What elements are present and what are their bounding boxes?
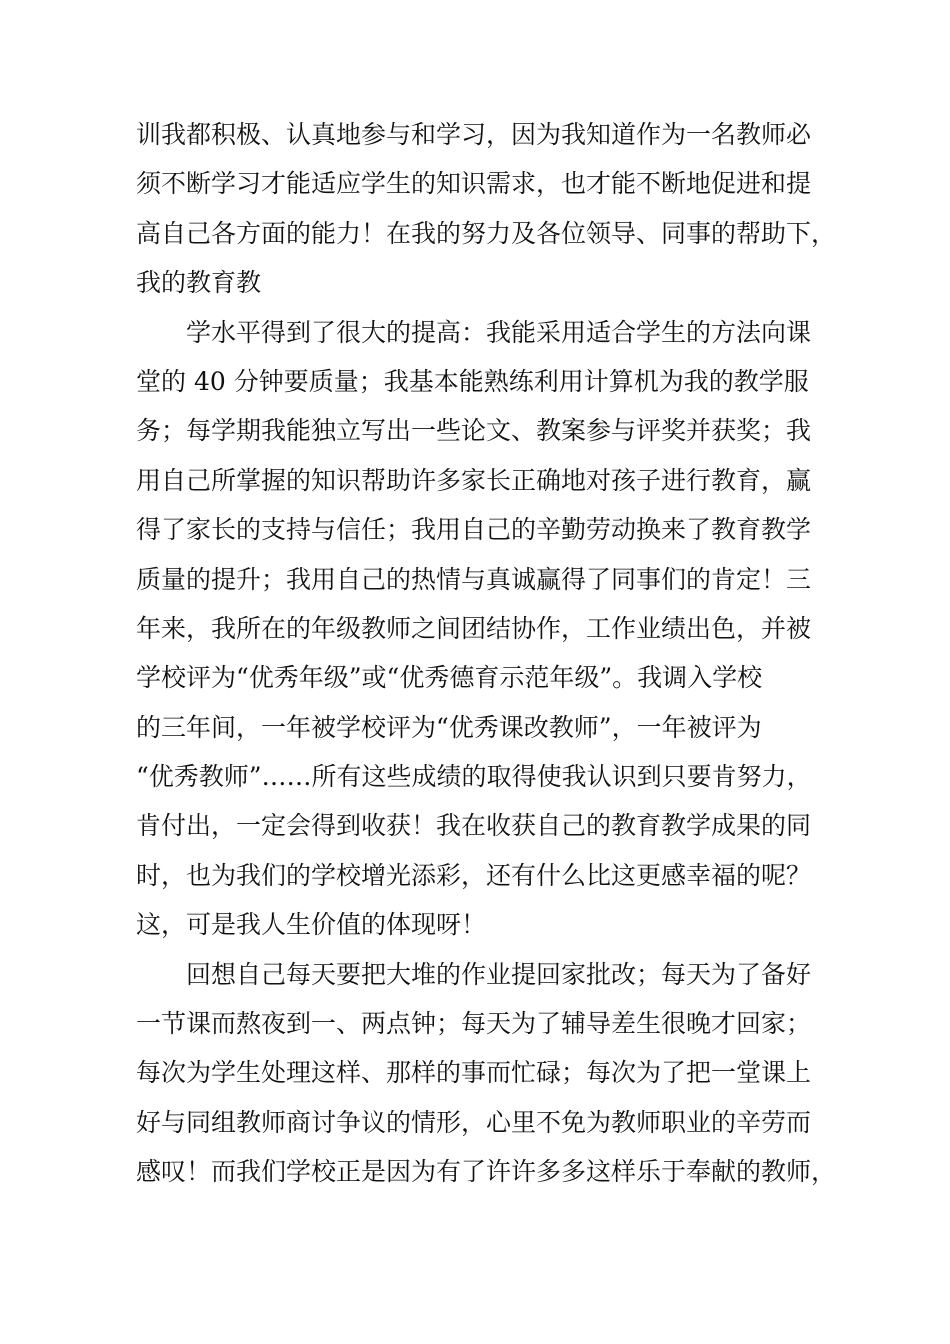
text-line: 学水平得到了很大的提高：我能采用适合学生的方法向课 xyxy=(186,317,812,347)
paragraph-3 xyxy=(136,950,836,1197)
text-line: 须不断学习才能适应学生的知识需求，也才能不断地促进和提 xyxy=(136,169,812,199)
paragraph-2 xyxy=(136,308,836,950)
text-line: 的三年间，一年被学校评为“优秀课改教师”，一年被评为 xyxy=(136,712,762,742)
text-line: 训我都积极、认真地参与和学习，因为我知道作为一名教师必 xyxy=(136,120,812,149)
text-line: 一节课而熬夜到一、两点钟；每天为了辅导差生很晚才回家； xyxy=(136,1009,812,1039)
text-line: 时，也为我们的学校增光添彩，还有什么比这更感幸福的呢？ xyxy=(136,860,812,890)
text-line: 务；每学期我能独立写出一些论文、教案参与评奖并获奖；我 xyxy=(136,416,812,446)
text-line: 高自己各方面的能力！在我的努力及各位领导、同事的帮助下， xyxy=(136,218,837,248)
paragraph-1 xyxy=(136,110,836,308)
body-text xyxy=(136,110,836,1197)
text-line: 每次为学生处理这样、那样的事而忙碌；每次为了把一堂课上 xyxy=(136,1058,812,1088)
text-line: 质量的提升；我用自己的热情与真诚赢得了同事们的肯定！三 xyxy=(136,564,812,594)
text-line: 感叹！而我们学校正是因为有了许许多多这样乐于奉献的教师， xyxy=(136,1157,837,1187)
text-line: 堂的 40 分钟要质量；我基本能熟练利用计算机为我的教学服 xyxy=(136,366,809,396)
text-line: 年来，我所在的年级教师之间团结协作，工作业绩出色，并被 xyxy=(136,613,812,643)
text-line: “优秀教师”……所有这些成绩的取得使我认识到只要肯努力， xyxy=(136,762,812,792)
text-line: 学校评为“优秀年级”或“优秀德育示范年级”。我调入学校 xyxy=(136,663,763,693)
text-line: 肯付出，一定会得到收获！我在收获自己的教育教学成果的同 xyxy=(136,811,812,841)
text-line: 用自己所掌握的知识帮助许多家长正确地对孩子进行教育，赢 xyxy=(136,465,812,495)
text-line: 好与同组教师商讨争议的情形，心里不免为教师职业的辛劳而 xyxy=(136,1107,812,1137)
text-line: 这，可是我人生价值的体现呀！ xyxy=(136,910,487,940)
text-line: 得了家长的支持与信任；我用自己的辛勤劳动换来了教育教学 xyxy=(136,515,812,545)
text-line: 我的教育教 xyxy=(136,268,262,298)
text-line: 回想自己每天要把大堆的作业提回家批改；每天为了备好 xyxy=(186,959,812,989)
